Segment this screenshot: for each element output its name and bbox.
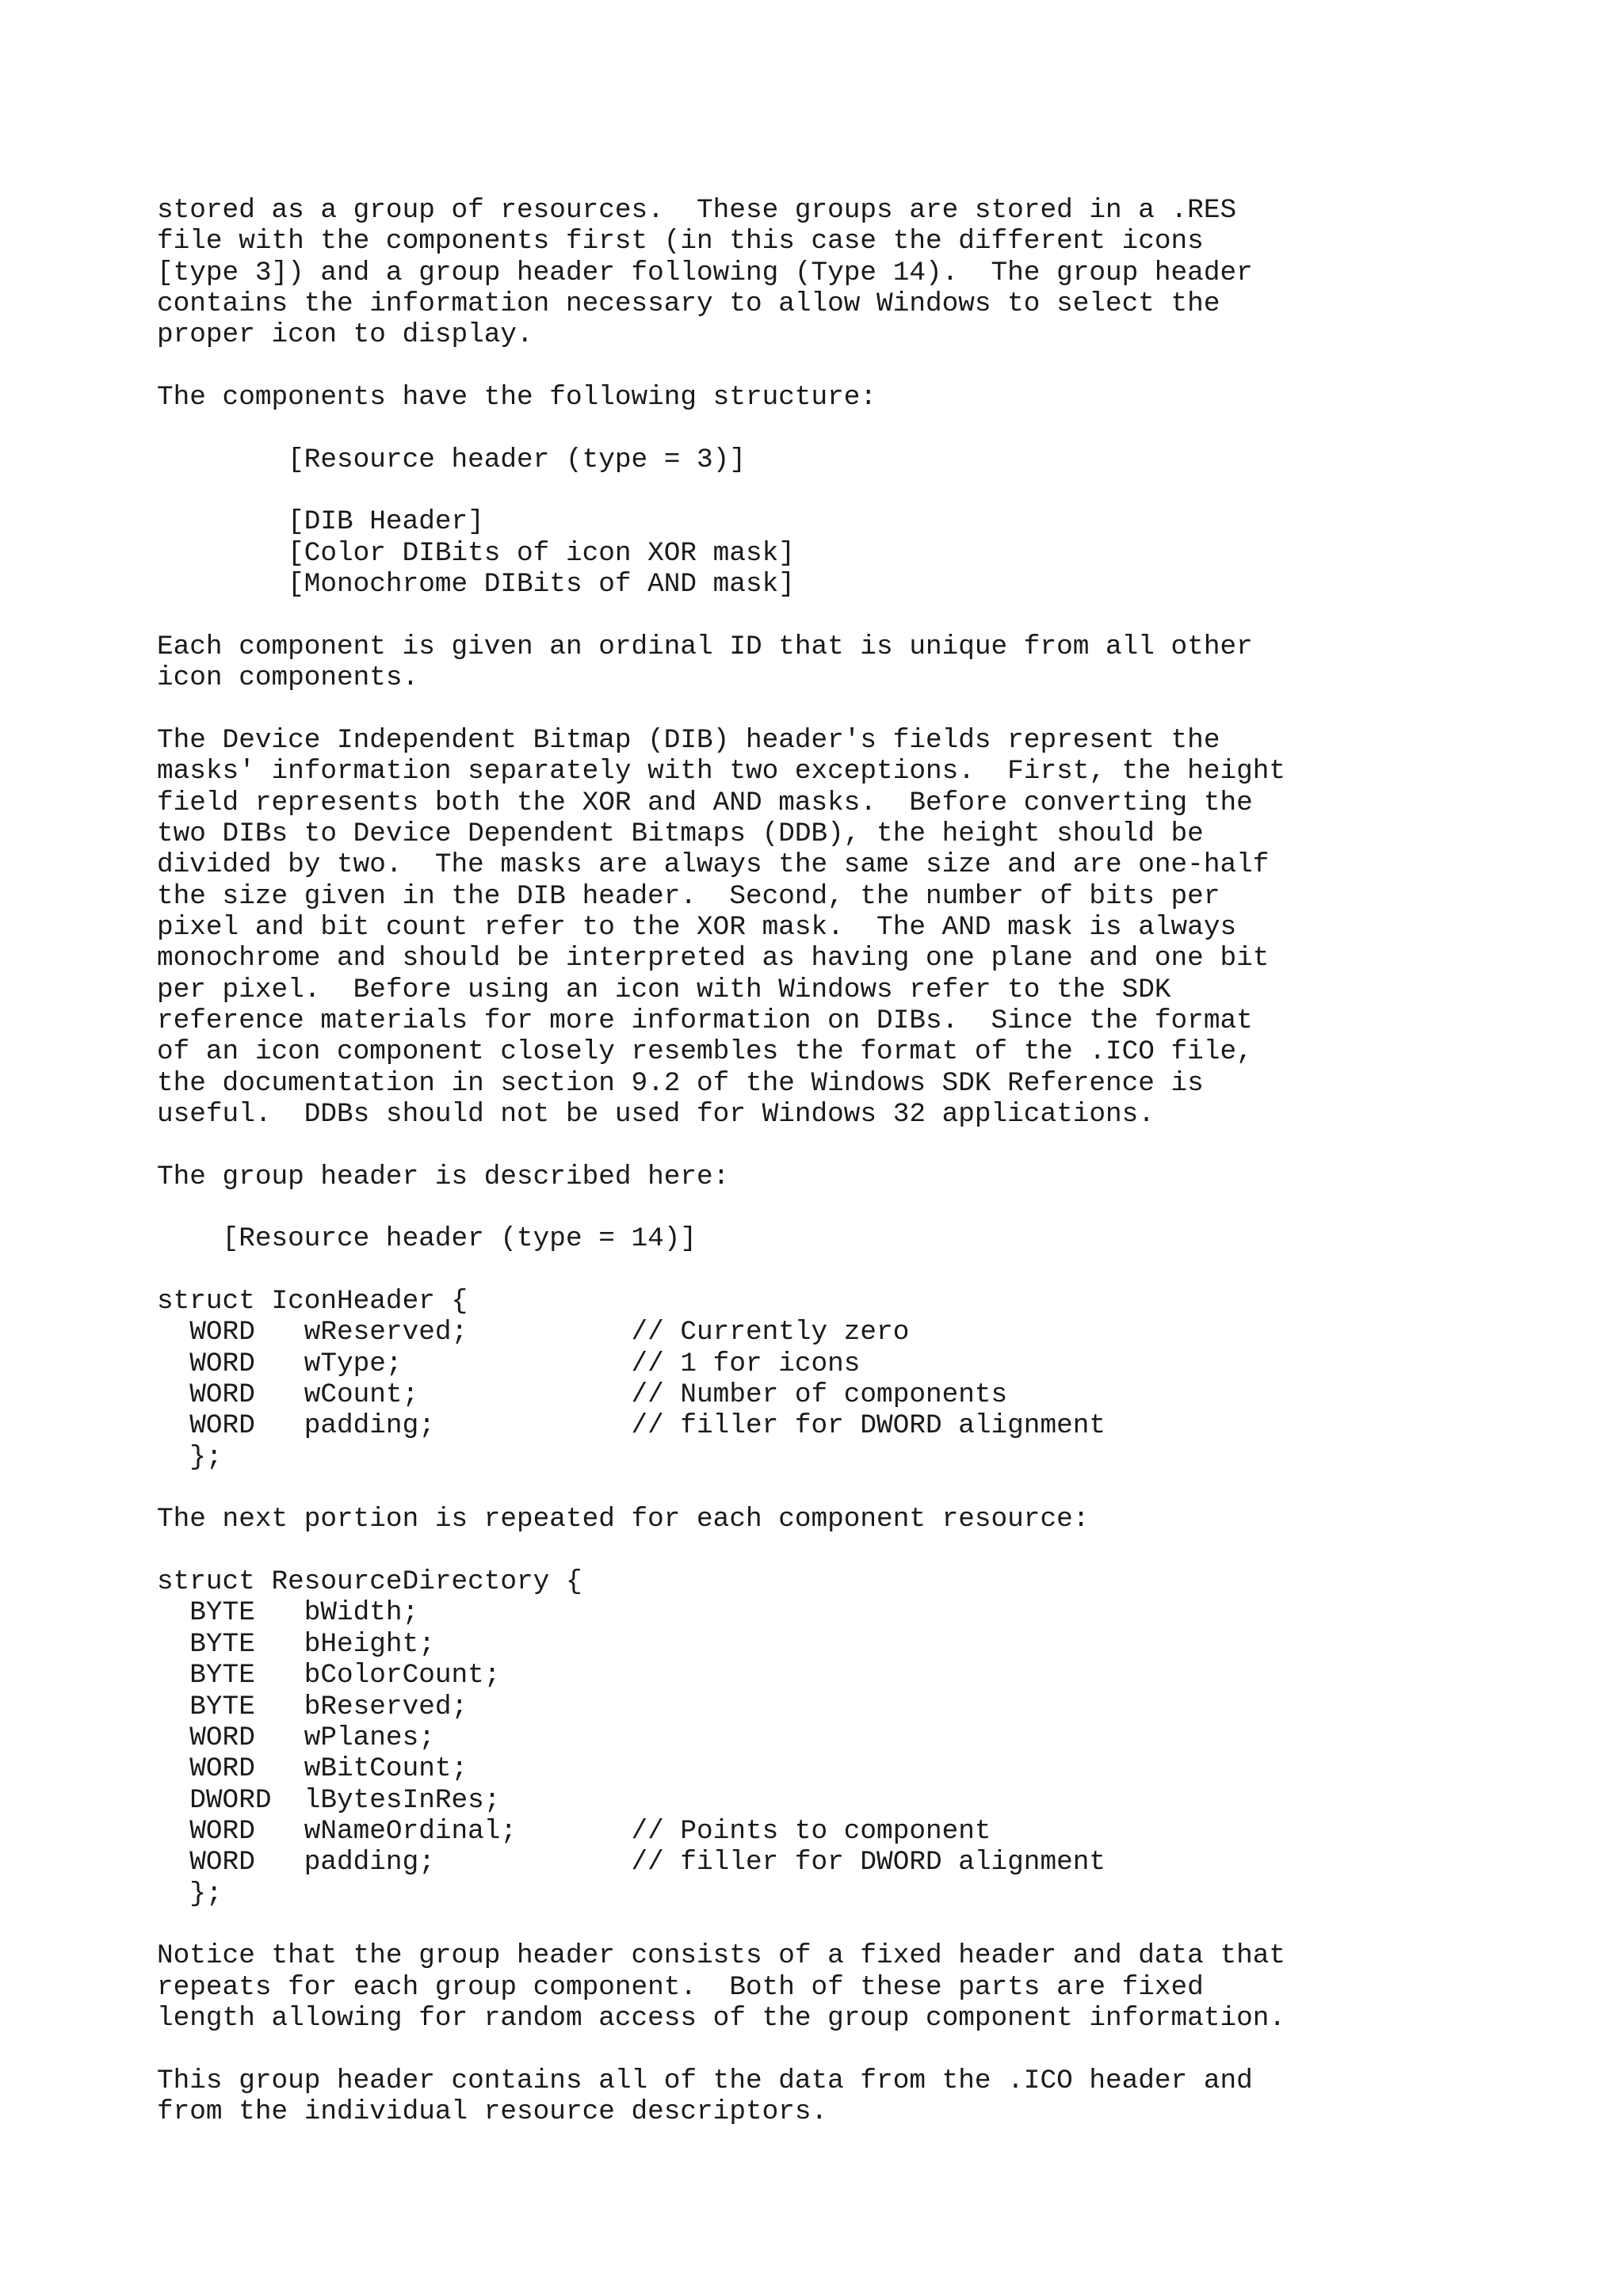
- document-line: [157, 1909, 1285, 1940]
- document-line: The Device Independent Bitmap (DIB) header's fields represent the: [157, 724, 1220, 756]
- document-line: [157, 1192, 1285, 1223]
- document-line: [DIB Header]: [157, 506, 484, 538]
- document-line: [Color DIBits of icon XOR mask]: [157, 537, 795, 569]
- document-line: [157, 694, 1285, 725]
- document-line: WORD padding; // filler for DWORD alignment: [157, 1847, 1106, 1878]
- document-line: WORD wType; // 1 for icons: [157, 1348, 861, 1379]
- document-line: Each component is given an ordinal ID that is unique from all other: [157, 631, 1253, 662]
- document-line: per pixel. Before using an icon with Windows refer to the SDK: [157, 974, 1171, 1005]
- document-line: BYTE bWidth;: [157, 1597, 419, 1629]
- document-line: struct ResourceDirectory {: [157, 1566, 582, 1598]
- document-line: two DIBs to Device Dependent Bitmaps (DDB), the height should be: [157, 818, 1204, 849]
- document-line: [Resource header (type = 14)]: [157, 1223, 697, 1255]
- document-line: [Resource header (type = 3)]: [157, 444, 746, 475]
- document-line: divided by two. The masks are always the same size and are one-half: [157, 849, 1270, 881]
- document-line: [157, 2034, 1285, 2065]
- document-line: DWORD lBytesInRes;: [157, 1784, 501, 1816]
- document-line: BYTE bColorCount;: [157, 1660, 501, 1691]
- document-line: [157, 1535, 1285, 1566]
- document-line: WORD wCount; // Number of components: [157, 1379, 1008, 1411]
- document-text: [157, 195, 1285, 2127]
- document-line: The group header is described here:: [157, 1161, 730, 1192]
- document-line: [Monochrome DIBits of AND mask]: [157, 569, 795, 601]
- document-line: reference materials for more information on DIBs. Since the format: [157, 1005, 1253, 1036]
- document-line: field represents both the XOR and AND masks. Before converting the: [157, 787, 1253, 818]
- document-line: BYTE bHeight;: [157, 1628, 435, 1660]
- document-line: [157, 600, 1285, 631]
- document-line: BYTE bReserved;: [157, 1691, 468, 1722]
- document-line: [157, 351, 1285, 382]
- document-line: [157, 1255, 1285, 1286]
- document-line: [157, 1473, 1285, 1504]
- document-line: the size given in the DIB header. Second, the number of bits per: [157, 880, 1220, 912]
- document-line: file with the components first (in this case the different icons: [157, 226, 1204, 257]
- document-line: };: [157, 1441, 223, 1473]
- document-line: icon components.: [157, 662, 419, 694]
- document-line: WORD wPlanes;: [157, 1722, 435, 1753]
- document-line: };: [157, 1878, 223, 1909]
- document-line: proper icon to display.: [157, 319, 533, 351]
- document-line: This group header contains all of the data from the .ICO header and: [157, 2065, 1253, 2096]
- document-line: length allowing for random access of the group component information.: [157, 2002, 1286, 2034]
- document-line: WORD padding; // filler for DWORD alignment: [157, 1410, 1106, 1442]
- document-line: masks' information separately with two exceptions. First, the height: [157, 756, 1286, 788]
- document-line: [157, 413, 1285, 444]
- document-line: WORD wBitCount;: [157, 1753, 468, 1785]
- document-line: useful. DDBs should not be used for Windows 32 applications.: [157, 1098, 1155, 1130]
- document-line: WORD wNameOrdinal; // Points to component: [157, 1815, 991, 1847]
- document-line: stored as a group of resources. These groups are stored in a .RES: [157, 195, 1237, 226]
- document-line: from the individual resource descriptors.: [157, 2096, 828, 2127]
- document-line: the documentation in section 9.2 of the Windows SDK Reference is: [157, 1067, 1204, 1099]
- document-line: The components have the following structure:: [157, 382, 877, 414]
- document-line: [157, 1130, 1285, 1161]
- document-line: of an icon component closely resembles the format of the .ICO file,: [157, 1036, 1253, 1068]
- document-line: WORD wReserved; // Currently zero: [157, 1317, 910, 1348]
- document-line: [type 3]) and a group header following (Type 14). The group header: [157, 257, 1253, 288]
- document-line: Notice that the group header consists of a fixed header and data that: [157, 1940, 1286, 1972]
- document-line: pixel and bit count refer to the XOR mask. The AND mask is always: [157, 911, 1237, 943]
- document-line: [157, 475, 1285, 506]
- document-line: The next portion is repeated for each component resource:: [157, 1504, 1090, 1535]
- document-line: repeats for each group component. Both of these parts are fixed: [157, 1971, 1204, 2003]
- document-line: monochrome and should be interpreted as having one plane and one bit: [157, 943, 1270, 974]
- document-line: struct IconHeader {: [157, 1286, 468, 1318]
- document-line: contains the information necessary to allow Windows to select the: [157, 288, 1220, 320]
